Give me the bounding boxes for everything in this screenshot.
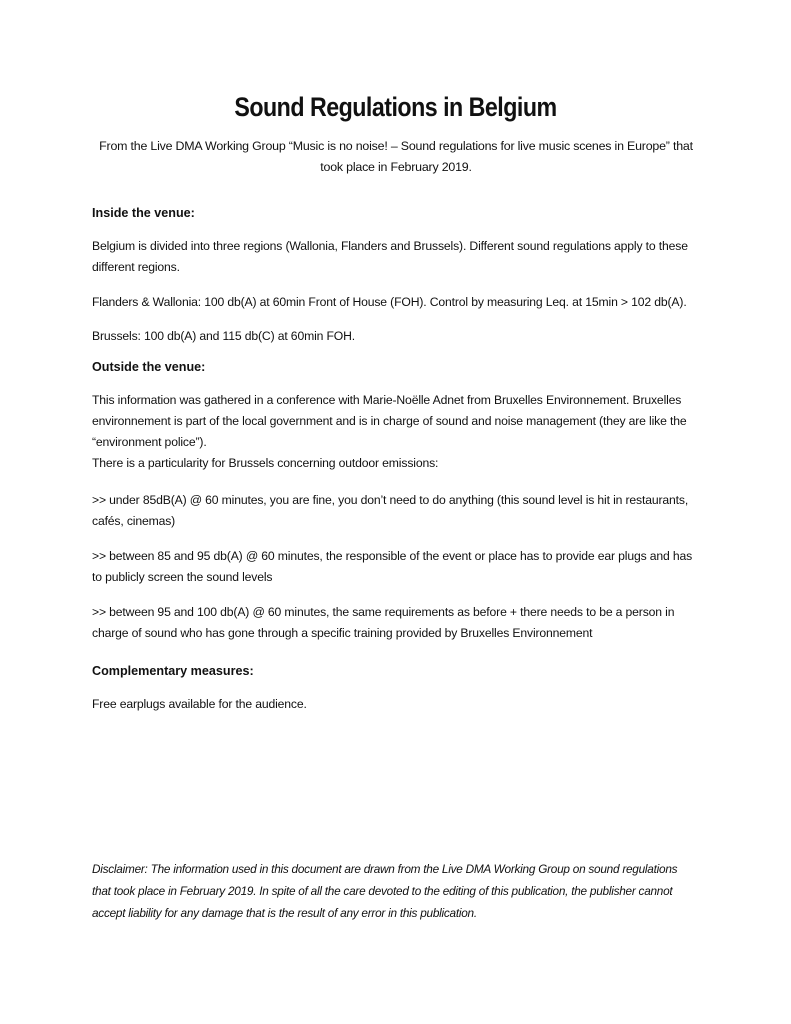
outside-venue-particularity-text: There is a particularity for Brussels concerning outdoor emissions: <box>92 456 439 470</box>
list-item: >> under 85dB(A) @ 60 minutes, you are fine, you don’t need to do anything (this sound level is hit in restaurants, cafés, cinemas) <box>92 493 689 528</box>
complementary-heading: Complementary measures: <box>92 664 254 678</box>
list-item: >> between 85 and 95 db(A) @ 60 minutes, the responsible of the event or place has to provide ear plugs and has to publicly screen the sound levels <box>92 549 693 584</box>
inside-venue-text: Belgium is divided into three regions (Wallonia, Flanders and Brussels). Different sound regulations apply to these different regions. <box>92 239 688 274</box>
disclaimer: Disclaimer: The information used in this document are drawn from the Live DMA Working Group on sound regulations that took place in February 2019. In spite of all the care devoted to the editing of this publication, the publisher cannot accept liability for any damage that is the result of any error in this publication. <box>92 862 678 920</box>
brussels-text: Brussels: 100 db(A) and 115 db(C) at 60min FOH. <box>92 329 356 343</box>
page-subtitle: From the Live DMA Working Group “Music is no noise! – Sound regulations for live music scenes in Europe” that took place in February 2019. <box>99 139 693 174</box>
list-item: >> between 95 and 100 db(A) @ 60 minutes, the same requirements as before + there needs to be a person in charge of sound who has gone through a specific training provided by Bruxelles Environnement <box>92 605 675 640</box>
outside-venue-intro <box>92 390 702 474</box>
outside-item-1 <box>92 490 702 532</box>
outside-item-2 <box>92 546 702 588</box>
page-title: Sound Regulations in Belgium <box>234 92 557 122</box>
inside-venue-heading: Inside the venue: <box>92 206 195 220</box>
complementary-paragraph <box>92 694 702 715</box>
flanders-wallonia-text: Flanders & Wallonia: 100 db(A) at 60min Front of House (FOH). Control by measuring Leq. at 15min > 102 db(A). <box>92 295 687 309</box>
inside-venue-paragraph-1 <box>92 236 702 278</box>
complementary-text: Free earplugs available for the audience. <box>92 697 307 711</box>
inside-venue-paragraph-2 <box>92 292 702 313</box>
outside-venue-intro-text: This information was gathered in a conference with Marie-Noëlle Adnet from Bruxelles Environnement. Bruxelles environnement is part of the local government and is in charge of sound and noise management (they are like the “environment police”). <box>92 393 687 449</box>
outside-venue-heading: Outside the venue: <box>92 360 206 374</box>
inside-venue-paragraph-3 <box>92 326 702 347</box>
outside-item-3 <box>92 602 702 644</box>
